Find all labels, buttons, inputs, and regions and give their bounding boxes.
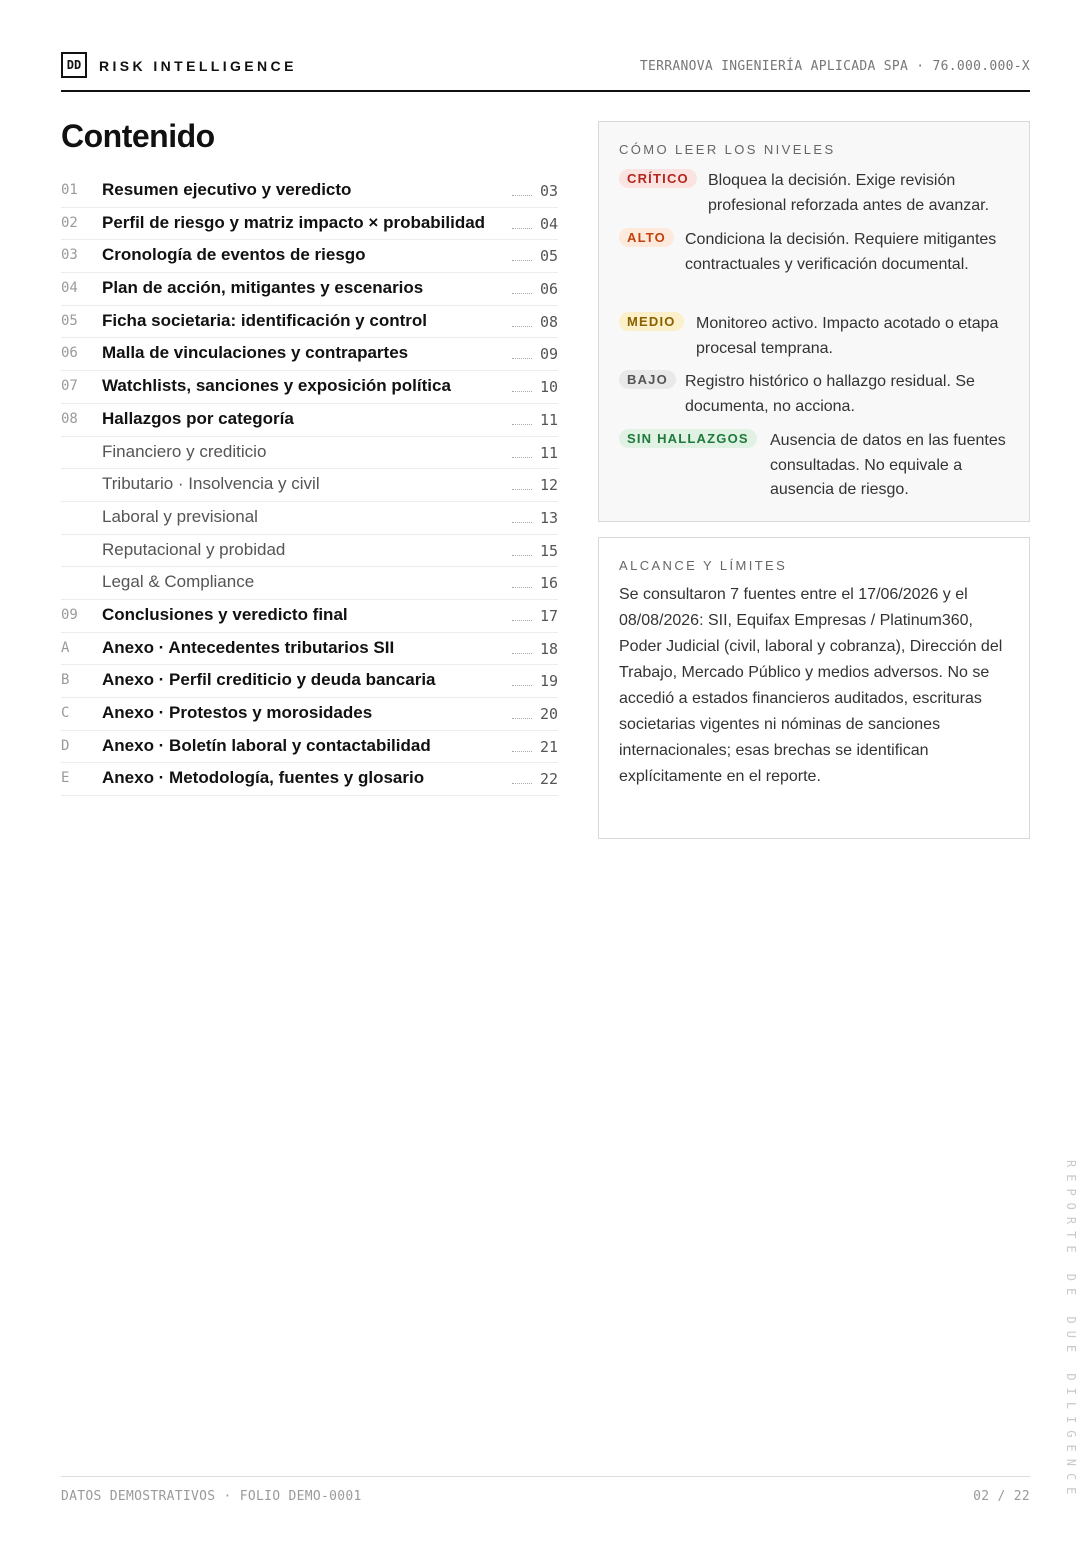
toc-page: 21: [539, 737, 558, 756]
level-badge-bajo: BAJO: [619, 370, 676, 389]
toc-page: 12: [539, 476, 558, 495]
brand-name: RISK INTELLIGENCE: [99, 58, 297, 74]
level-badge-critico: CRÍTICO: [619, 169, 697, 188]
toc-label: Anexo · Protestos y morosidades: [102, 703, 373, 722]
toc-number: 05: [61, 312, 78, 329]
toc-row[interactable]: [61, 208, 558, 241]
toc-number: D: [61, 737, 70, 754]
level-desc-alto: Condiciona la decisión. Requiere mitigantes contractuales y verificación documental.: [685, 231, 997, 273]
toc-label: Malla de vinculaciones y contrapartes: [102, 343, 409, 363]
toc-leader: [512, 260, 532, 261]
toc-page: 06: [539, 280, 558, 299]
toc-number: 07: [61, 378, 78, 395]
toc-page: 10: [539, 378, 558, 397]
toc-leader: [512, 195, 532, 196]
level-alto: [619, 228, 1015, 303]
toc-subrow[interactable]: [61, 567, 558, 600]
toc-row[interactable]: [61, 698, 558, 731]
toc-number: B: [61, 672, 70, 689]
toc-page: 19: [539, 672, 558, 691]
toc-subrow[interactable]: [61, 535, 558, 568]
toc-label: Watchlists, sanciones y exposición política: [102, 376, 451, 396]
toc-leader: [512, 424, 532, 425]
toc-number: 02: [61, 214, 78, 231]
toc-leader: [512, 391, 532, 392]
toc-label: Anexo · Boletín laboral y contactabilidad: [102, 735, 431, 755]
toc-leader: [512, 522, 532, 523]
toc-label: Anexo · Perfil crediticio y deuda bancaria: [102, 670, 436, 690]
level-desc-sin-hallazgos: Ausencia de datos en las fuentes consultadas. No equivale a ausencia de riesgo.: [770, 432, 1006, 498]
toc-label: Conclusiones y veredicto final: [102, 604, 348, 624]
toc-number: 01: [61, 182, 78, 198]
toc-row[interactable]: [61, 338, 558, 371]
toc-leader: [512, 587, 532, 588]
toc-sublabel: Tributario · Insolvencia y civil: [102, 474, 320, 494]
level-sin-hallazgos: [619, 429, 1015, 504]
toc-leader: [512, 685, 532, 686]
page-footer: [61, 1476, 1030, 1504]
toc-label: Ficha societaria: identificación y control: [102, 310, 427, 330]
scope-panel: [598, 537, 1030, 839]
page-header: [61, 52, 1030, 92]
toc-sublabel: Laboral y previsional: [102, 506, 258, 526]
toc-leader: [512, 457, 532, 458]
toc-page: 15: [539, 541, 558, 560]
toc-row[interactable]: [61, 665, 558, 698]
toc-leader: [512, 555, 532, 556]
toc-row[interactable]: [61, 763, 558, 796]
toc-page: 13: [539, 508, 558, 527]
toc-leader: [512, 326, 532, 327]
toc-leader: [512, 783, 532, 784]
toc-number: 08: [61, 410, 78, 427]
toc-page: 20: [539, 705, 558, 723]
toc-label: Anexo · Metodología, fuentes y glosario: [102, 768, 425, 788]
footer-folio: DATOS DEMOSTRATIVOS · FOLIO DEMO-0001: [61, 1489, 362, 1504]
toc-page: 03: [539, 182, 558, 200]
toc-row[interactable]: [61, 600, 558, 633]
toc-leader: [512, 358, 532, 359]
toc-number: 09: [61, 606, 78, 623]
scope-heading: ALCANCE Y LÍMITES: [619, 558, 788, 573]
level-bajo: [619, 370, 1015, 420]
toc-leader: [512, 228, 532, 229]
toc-leader: [512, 718, 532, 719]
toc-label: Hallazgos por categoría: [102, 408, 294, 428]
page-number: 02 / 22: [973, 1489, 1030, 1504]
scope-text: Se consultaron 7 fuentes entre el 17/06/2026 y el 08/08/2026: SII, Equifax Empresas / Platinum360, Poder Judicial (civil, laboral y cobranza), Dirección del Trabajo, Mercado Público y medios adversos. No se accedió a estados financieros auditados, escrituras societarias vigentes ni nóminas de sanciones internacionales; esas brechas se identifican explícitamente en el reporte.: [619, 586, 1003, 785]
toc-sublabel: Reputacional y probidad: [102, 539, 286, 559]
toc-row[interactable]: [61, 731, 558, 764]
toc-row[interactable]: [61, 175, 558, 208]
level-desc-critico: Bloquea la decisión. Exige revisión profesional reforzada antes de avanzar.: [708, 172, 990, 214]
toc-label: Resumen ejecutivo y veredicto: [102, 180, 352, 199]
toc-leader: [512, 653, 532, 654]
toc-page: 09: [539, 345, 558, 364]
toc-label: Cronología de eventos de riesgo: [102, 245, 366, 265]
toc-subrow[interactable]: [61, 437, 558, 470]
toc-row[interactable]: [61, 240, 558, 273]
toc-page: 04: [539, 214, 558, 233]
toc-label: Anexo · Antecedentes tributarios SII: [102, 637, 395, 657]
company-identifier: TERRANOVA INGENIERÍA APLICADA SPA · 76.000.000-X: [639, 59, 1030, 74]
level-badge-sin-hallazgos: SIN HALLAZGOS: [619, 429, 757, 448]
toc-subrow[interactable]: [61, 502, 558, 535]
toc-number: 06: [61, 345, 78, 362]
toc-list: [61, 175, 558, 796]
levels-heading: CÓMO LEER LOS NIVELES: [619, 142, 836, 157]
toc-number: A: [61, 639, 70, 656]
toc-page: 08: [539, 312, 558, 331]
toc-page: 22: [539, 770, 558, 789]
toc-row[interactable]: [61, 633, 558, 666]
brand-logo: DD: [61, 52, 87, 78]
toc-row[interactable]: [61, 273, 558, 306]
toc-row[interactable]: [61, 371, 558, 404]
toc-number: 03: [61, 247, 78, 264]
toc-row[interactable]: [61, 306, 558, 339]
side-report-label: REPORTE DE DUE DILIGENCE: [1064, 1160, 1078, 1502]
toc-number: E: [61, 770, 70, 787]
toc-page: 11: [539, 443, 558, 462]
toc-leader: [512, 489, 532, 490]
toc-page: 17: [539, 606, 558, 625]
toc-page: 16: [539, 574, 558, 593]
toc-number: C: [61, 705, 70, 721]
toc-sublabel: Legal & Compliance: [102, 572, 255, 592]
toc-sublabel: Financiero y crediticio: [102, 441, 267, 461]
toc-subrow[interactable]: [61, 469, 558, 502]
toc-page: 05: [539, 247, 558, 266]
toc-leader: [512, 293, 532, 294]
toc-label: Plan de acción, mitigantes y escenarios: [102, 278, 424, 298]
toc-page: 11: [539, 410, 558, 429]
level-medio: [619, 312, 1015, 362]
toc-label: Perfil de riesgo y matriz impacto × probabilidad: [102, 212, 486, 232]
toc-page: 18: [539, 639, 558, 658]
toc-title: Contenido: [61, 118, 215, 154]
toc-leader: [512, 620, 532, 621]
level-critico: [619, 169, 1015, 219]
level-desc-bajo: Registro histórico o hallazgo residual. Se documenta, no acciona.: [685, 373, 975, 415]
level-badge-medio: MEDIO: [619, 312, 684, 331]
toc-row[interactable]: [61, 404, 558, 437]
levels-panel: [598, 121, 1030, 522]
level-desc-medio: Monitoreo activo. Impacto acotado o etapa procesal temprana.: [696, 315, 999, 357]
toc-number: 04: [61, 280, 78, 297]
level-badge-alto: ALTO: [619, 228, 674, 247]
toc-leader: [512, 751, 532, 752]
